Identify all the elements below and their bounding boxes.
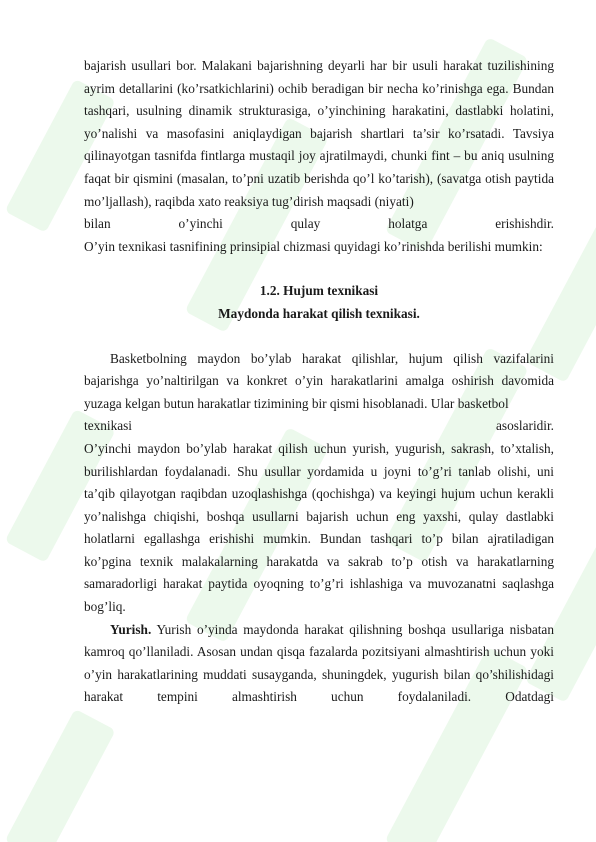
- document-body: [84, 55, 554, 709]
- walking-text: Yurish o’yinda maydonda harakat qilishning boshqa usullariga nisbatan kamroq qo’llaniladi. Asosan undan qisqa fazalarda pozitsiyani almashtirish uchun yoki o’yin harakatlarining muddati susayganda, shuningdek, yugurish bilan qo’shilishidagi harakat tempini almashtirish uchun foydalaniladi.: [84, 621, 554, 705]
- paragraph-classification-spread-line: bilan o’yinchi qulay holatga erishishdir.: [84, 216, 554, 232]
- paragraph-walking: [84, 619, 554, 709]
- paragraph-court-movement: Basketbolning maydon bo’ylab harakat qilishlar, hujum qilish vazifalarini bajarishga yo’naltirilgan va konkret o’yin harakatlarini amalga oshirish davomida yuzaga kelgan butun harakatlar tizimining bir qismi hisoblanadi. Ular basketbol: [84, 350, 554, 411]
- paragraph-player-movement: O’yinchi maydon bo’ylab harakat qilish uchun yurish, yugurish, sakrash, to’xtalish, burilishlardan foydalanadi. Shu usullar yordamida u joyni to’g’ri tanlab olishi, uni ta’qib qilayotgan raqibdan uzoqlashishga (qochishga) va keyingi hujum uchun kerakli yo’nalishga chiqishi, boshqa usullarni bajarish uchun eng yaxshi, qulay dastlabki holatlarni egallashga erishishi mumkin. Bundan tashqari to’p bilan ajratiladigan ko’pgina texnik malakalarning harakatda va sakrab to’p otish va harakatlarning samaradorligi harakat paytida oyoqning to’g’ri ishlashiga va muvozanatni saqlashga bog’liq.: [84, 440, 554, 615]
- paragraph-court-movement-spread-line: texnikasi asoslaridir.: [84, 418, 554, 434]
- paragraph-classification-intro: bajarish usullari bor. Malakani bajarishning deyarli har bir usuli harakat tuzilishining ayrim detallarini (ko’rsatkichlarini) ochib beradigan bir necha ko’rinishga ega. Bundan tashqari, usulning dinamik strukturasiga, o’yinchining harakatini, dastlabki holatini, yo’nalishi va masofasini aniqlaydigan bajarish shartlari ta’sir ko’rsatadi. Tavsiya qilinayotgan tasnifda fintlarga mustaqil joy ajratilmaydi, chunki fint – bu aniq usulning faqat bir qismini (masalan, to’pni uzatib berishda qo’l ko’tarish), (savatga otish paytida mo’ljallash), raqibda xato reaksiya tug’dirish maqsadi (niyati): [84, 58, 554, 209]
- subsection-heading: Maydonda harakat qilish texnikasi.: [218, 305, 420, 321]
- section-heading: 1.2. Hujum texnikasi: [259, 283, 379, 299]
- walking-text-continued: Odatdagi: [505, 689, 554, 705]
- paragraph-classification-scheme: O’yin texnikasi tasnifining prinsipial chizmasi quyidagi ko’rinishda berilishi mumkin:: [84, 238, 543, 254]
- walking-term: Yurish.: [110, 621, 152, 637]
